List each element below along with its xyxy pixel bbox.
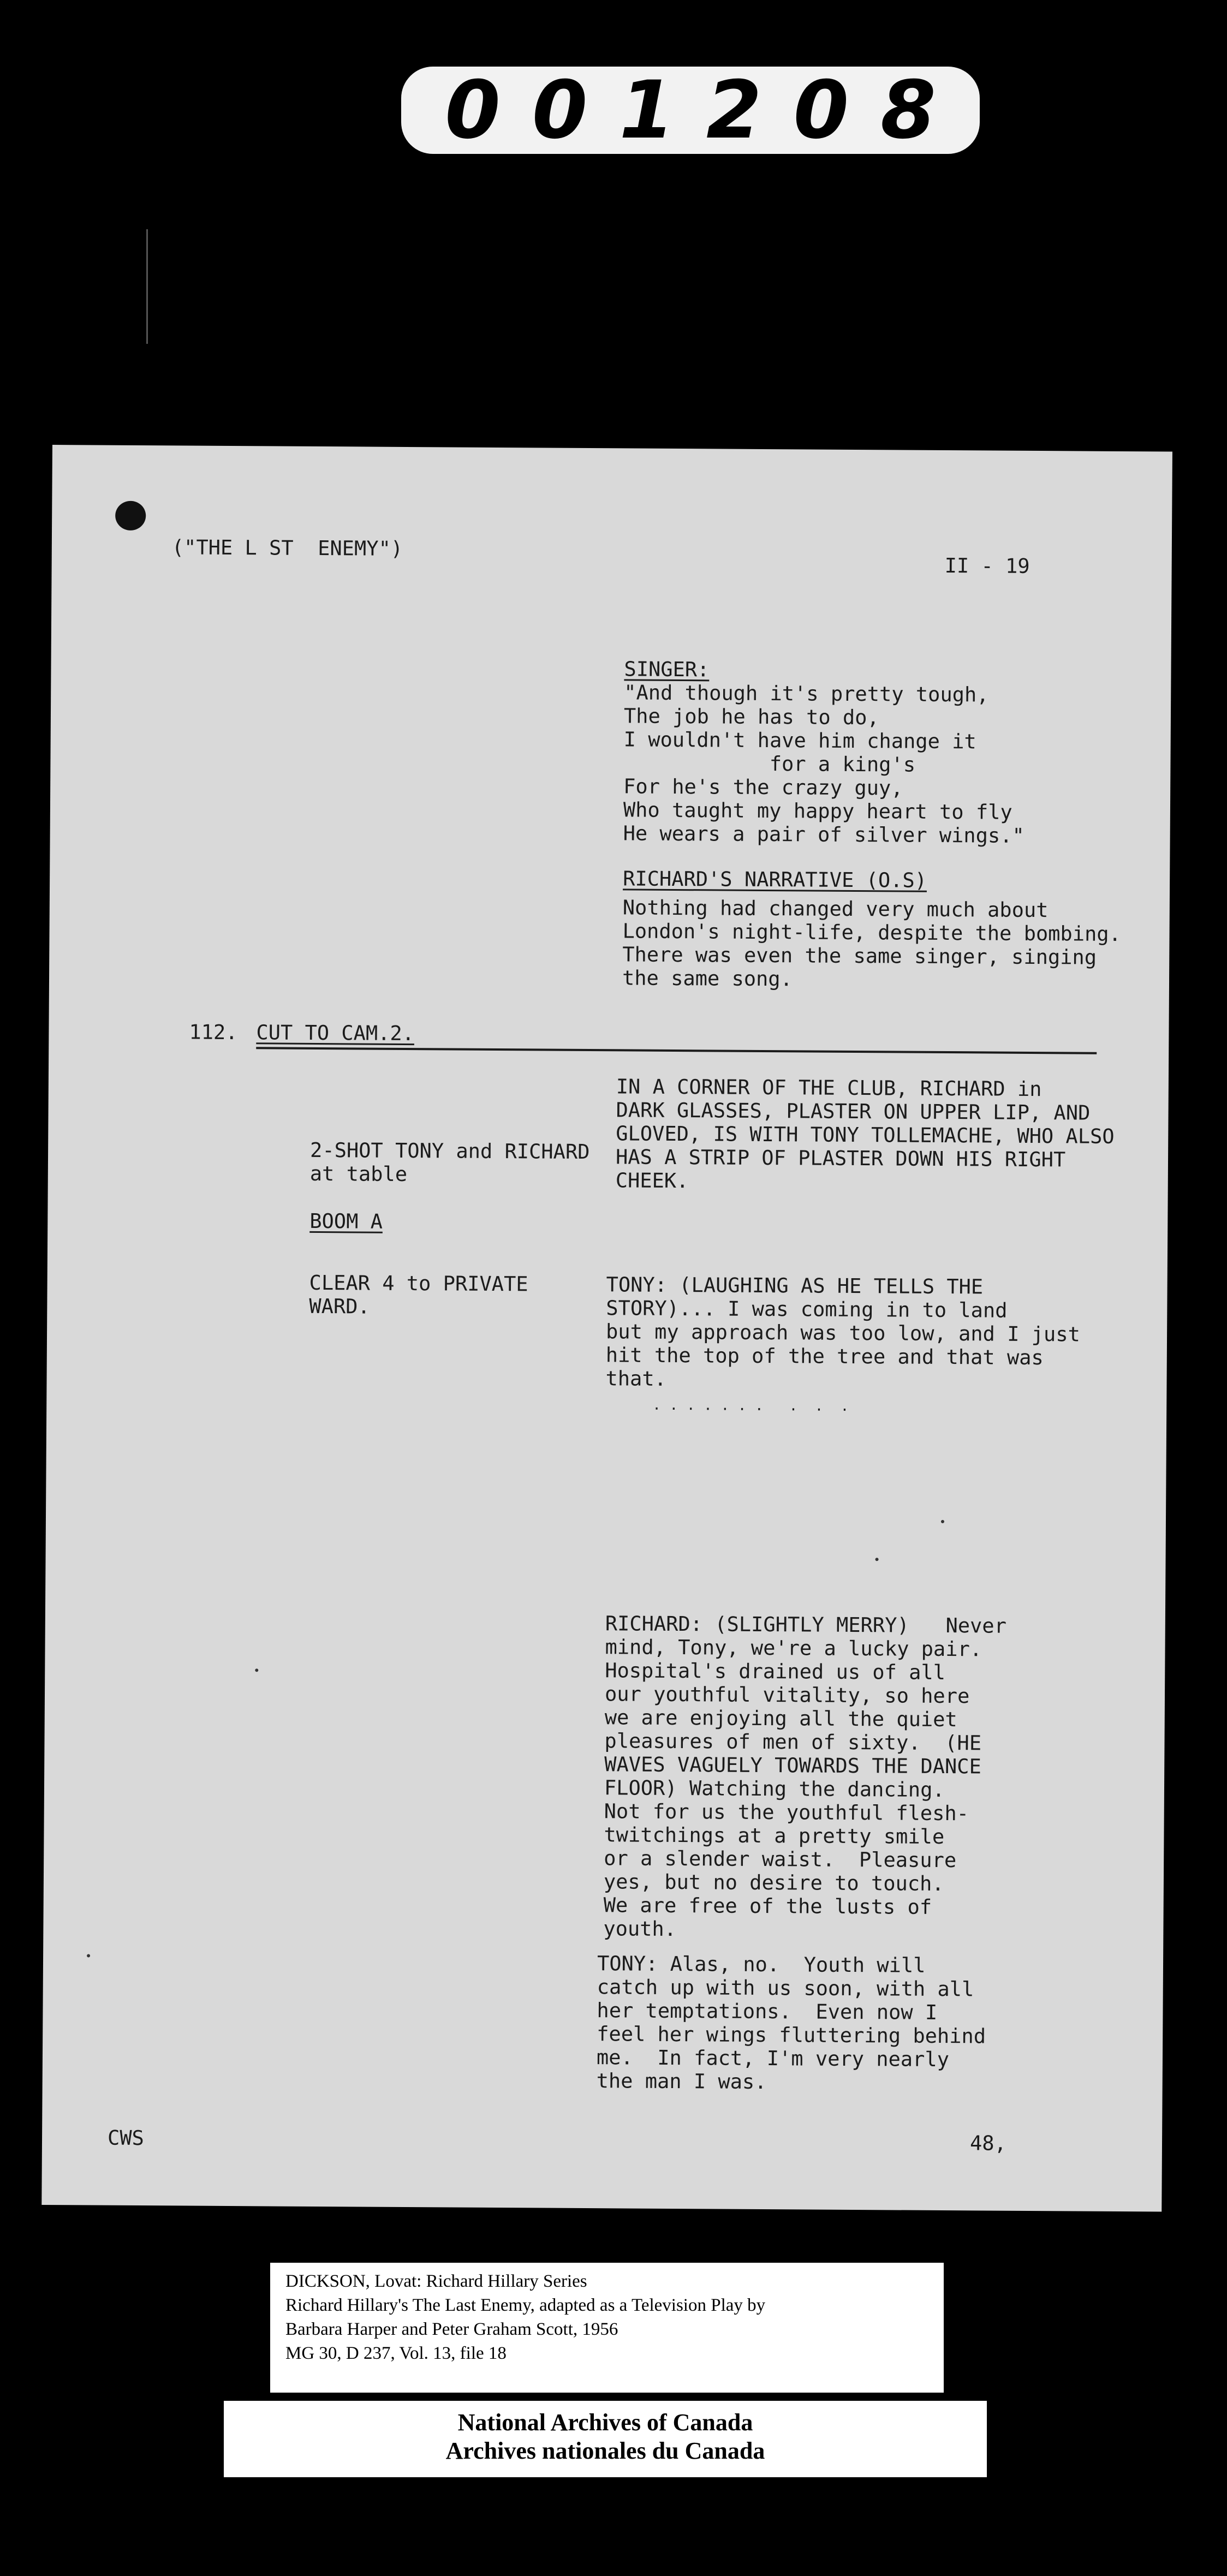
page-header-title: ("THE L ST ENEMY") bbox=[171, 535, 403, 560]
narrative-line: There was even the same singer, singing bbox=[622, 943, 1097, 969]
speck bbox=[941, 1520, 944, 1523]
trailing-dots: . . . . . . . . . . bbox=[652, 1397, 849, 1415]
lyric-line: Who taught my happy heart to fly bbox=[623, 798, 1012, 824]
lyric-line: I wouldn't have him change it bbox=[623, 728, 976, 754]
lyric-line: "And though it's pretty tough, bbox=[624, 681, 989, 707]
dialogue-line: our youthful vitality, so here bbox=[604, 1682, 970, 1708]
institution-name-fr: Archives nationales du Canada bbox=[445, 2437, 765, 2464]
dialogue-line: but my approach was too low, and I just bbox=[605, 1320, 1080, 1346]
institution-name-en: National Archives of Canada bbox=[457, 2409, 753, 2436]
citation-line: DICKSON, Lovat: Richard Hillary Series bbox=[285, 2271, 587, 2291]
dialogue-line: yes, but no desire to touch. bbox=[603, 1870, 944, 1896]
direction-line: CHEEK. bbox=[615, 1168, 689, 1193]
camera-note-line: 2-SHOT TONY and RICHARD bbox=[309, 1138, 590, 1164]
direction-line: HAS A STRIP OF PLASTER DOWN HIS RIGHT bbox=[615, 1145, 1066, 1172]
dialogue-line: pleasures of men of sixty. (HE bbox=[604, 1729, 982, 1755]
lyric-line: For he's the crazy guy, bbox=[623, 774, 903, 800]
dialogue-line: the man I was. bbox=[596, 2069, 767, 2094]
dialogue-line: feel her wings fluttering behind bbox=[597, 2022, 986, 2048]
punch-hole bbox=[115, 501, 146, 530]
narrative-line: London's night-life, despite the bombing. bbox=[622, 919, 1122, 946]
dialogue-line: TONY: (LAUGHING AS HE TELLS THE bbox=[606, 1273, 984, 1299]
dialogue-line: hit the top of the tree and that was bbox=[605, 1343, 1044, 1370]
dialogue-line: catch up with us soon, with all bbox=[597, 1975, 974, 2001]
dialogue-line: FLOOR) Watching the dancing. bbox=[604, 1776, 945, 1802]
narrative-line: the same song. bbox=[622, 966, 793, 991]
clear-note-line: CLEAR 4 to PRIVATE bbox=[309, 1271, 528, 1296]
footer-page-count: 48, bbox=[969, 2131, 1006, 2155]
citation-line: Richard Hillary's The Last Enemy, adapted as a Television Play by bbox=[285, 2295, 766, 2315]
dialogue-line: we are enjoying all the quiet bbox=[604, 1706, 957, 1732]
dialogue-line: STORY)... I was coming in to land bbox=[606, 1296, 1008, 1322]
dialogue-line: youth. bbox=[603, 1917, 677, 1941]
shot-divider-rule bbox=[256, 1047, 1097, 1054]
archive-citation-label bbox=[270, 2263, 944, 2393]
dialogue-line: WAVES VAGUELY TOWARDS THE DANCE bbox=[604, 1752, 981, 1779]
clear-note-line: WARD. bbox=[309, 1294, 370, 1319]
lyric-line: He wears a pair of silver wings." bbox=[623, 821, 1025, 848]
script-page bbox=[41, 445, 1172, 2211]
citation-line: Barbara Harper and Peter Graham Scott, 1956 bbox=[285, 2319, 618, 2339]
dialogue-line: mind, Tony, we're a lucky pair. bbox=[605, 1635, 982, 1661]
narrative-line: Nothing had changed very much about bbox=[622, 896, 1049, 922]
dialogue-line: Hospital's drained us of all bbox=[605, 1659, 946, 1685]
dialogue-line: RICHARD: (SLIGHTLY MERRY) Never bbox=[605, 1612, 1007, 1638]
reel-number-stamp bbox=[401, 64, 980, 157]
boom-note: BOOM A bbox=[309, 1209, 383, 1233]
dialogue-line: or a slender waist. Pleasure bbox=[604, 1846, 957, 1873]
speck bbox=[87, 1954, 90, 1957]
dialogue-line: her temptations. Even now I bbox=[597, 1999, 938, 2024]
dialogue-line: TONY: Alas, no. Youth will bbox=[597, 1952, 926, 1977]
lyric-line: The job he has to do, bbox=[623, 704, 879, 730]
direction-line: GLOVED, IS WITH TONY TOLLEMACHE, WHO ALSO bbox=[616, 1122, 1115, 1148]
speck bbox=[875, 1558, 879, 1561]
dialogue-line: Not for us the youthful flesh- bbox=[604, 1799, 969, 1826]
narrative-heading: RICHARD'S NARRATIVE (O.S) bbox=[623, 867, 927, 892]
institution-label bbox=[224, 2401, 987, 2477]
lyric-line: for a king's bbox=[623, 751, 916, 777]
dialogue-line: twitchings at a pretty smile bbox=[604, 1823, 945, 1849]
dialogue-line: We are free of the lusts of bbox=[603, 1893, 932, 1919]
film-edge-mark bbox=[146, 229, 148, 344]
singer-heading: SINGER: bbox=[624, 657, 710, 682]
page-number: II - 19 bbox=[944, 553, 1030, 578]
citation-line: MG 30, D 237, Vol. 13, file 18 bbox=[285, 2344, 507, 2363]
camera-note-line: at table bbox=[309, 1161, 408, 1186]
footer-initials: CWS bbox=[107, 2126, 145, 2150]
speck bbox=[255, 1668, 258, 1672]
shot-number: 112. bbox=[189, 1020, 238, 1045]
shot-title: CUT TO CAM.2. bbox=[256, 1021, 415, 1046]
direction-line: DARK GLASSES, PLASTER ON UPPER LIP, AND bbox=[616, 1098, 1091, 1125]
dialogue-line: me. In fact, I'm very nearly bbox=[596, 2046, 950, 2072]
reel-number: 001208 bbox=[445, 64, 968, 157]
dialogue-line: that. bbox=[605, 1367, 667, 1391]
direction-line: IN A CORNER OF THE CLUB, RICHARD in bbox=[616, 1075, 1042, 1101]
